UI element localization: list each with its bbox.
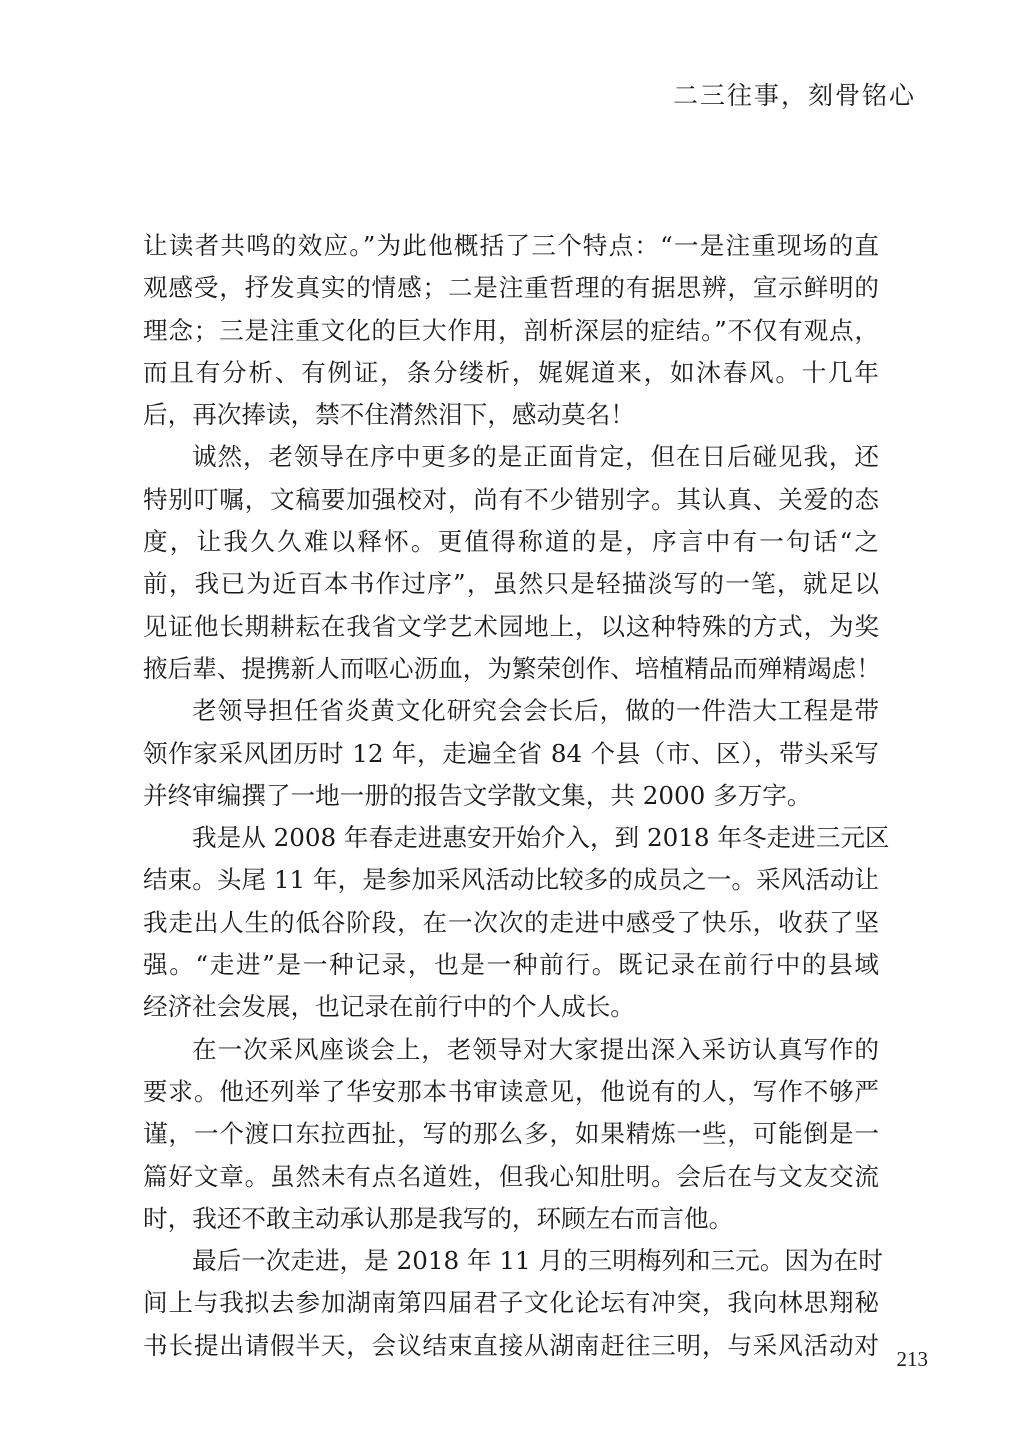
text-line: 并终审编撰了一地一册的报告文学散文集，共 2000 多万字。 bbox=[143, 780, 812, 810]
text-line: 结束。头尾 11 年，是参加采风活动比较多的成员之一。采风活动让 bbox=[143, 865, 879, 895]
text-line: 掖后辈、提携新人而呕心沥血，为繁荣创作、培植精品而殚精竭虑！ bbox=[143, 653, 881, 683]
page-number: 213 bbox=[896, 1347, 928, 1371]
body-text bbox=[143, 225, 890, 1367]
text-line: 间上与我拟去参加湖南第四届君子文化论坛有冲突，我向林思翔秘 bbox=[143, 1288, 879, 1318]
text-line: 度，让我久久难以释怀。更值得称道的是，序言中有一句话“之 bbox=[143, 527, 879, 557]
text-line: 谨，一个渡口东拉西扯，写的那么多，如果精炼一些，可能倒是一 bbox=[143, 1119, 879, 1149]
text-line: 诚然，老领导在序中更多的是正面肯定，但在日后碰见我，还 bbox=[192, 442, 879, 472]
text-line: 我是从 2008 年春走进惠安开始介入，到 2018 年冬走进三元区 bbox=[192, 823, 890, 853]
text-line: 经济社会发展，也记录在前行中的个人成长。 bbox=[143, 992, 635, 1022]
text-line: 让读者共鸣的效应。”为此他概括了三个特点：“一是注重现场的直 bbox=[143, 231, 879, 260]
text-line: 后，再次捧读，禁不住潸然泪下，感动莫名！ bbox=[143, 400, 635, 430]
text-line: 在一次采风座谈会上，老领导对大家提出深入采访认真写作的 bbox=[192, 1034, 879, 1064]
text-line: 篇好文章。虽然未有点名道姓，但我心知肚明。会后在与文友交流 bbox=[143, 1161, 879, 1191]
text-line: 强。“走进”是一种记录，也是一种前行。既记录在前行中的县域 bbox=[143, 950, 879, 980]
text-line: 领作家采风团历时 12 年，走遍全省 84 个县（市、区），带头采写 bbox=[143, 738, 879, 768]
text-line: 而且有分析、有例证，条分缕析，娓娓道来，如沐春风。十几年 bbox=[143, 357, 879, 387]
text-line: 理念；三是注重文化的巨大作用，剖析深层的症结。”不仅有观点， bbox=[143, 315, 879, 345]
text-line: 老领导担任省炎黄文化研究会会长后，做的一件浩大工程是带 bbox=[192, 696, 879, 726]
running-header-title: 二三往事，刻骨铭心 bbox=[672, 81, 916, 110]
text-line: 见证他长期耕耘在我省文学艺术园地上，以这种特殊的方式，为奖 bbox=[143, 611, 879, 641]
text-line: 时，我还不敢主动承认那是我写的，环顾左右而言他。 bbox=[143, 1203, 734, 1233]
text-line: 要求。他还列举了华安那本书审读意见，他说有的人，写作不够严 bbox=[143, 1076, 879, 1106]
text-line: 我走出人生的低谷阶段，在一次次的走进中感受了快乐，收获了坚 bbox=[143, 907, 879, 937]
text-line: 前，我已为近百本书作过序”，虽然只是轻描淡写的一笔，就足以 bbox=[143, 569, 879, 599]
text-line: 书长提出请假半天，会议结束直接从湖南赶往三明，与采风活动对 bbox=[143, 1330, 879, 1360]
text-line: 最后一次走进，是 2018 年 11 月的三明梅列和三元。因为在时 bbox=[192, 1246, 883, 1276]
text-line: 观感受，抒发真实的情感；二是注重哲理的有据思辨，宣示鲜明的 bbox=[143, 273, 879, 303]
text-line: 特别叮嘱，文稿要加强校对，尚有不少错别字。其认真、关爱的态 bbox=[143, 484, 879, 514]
